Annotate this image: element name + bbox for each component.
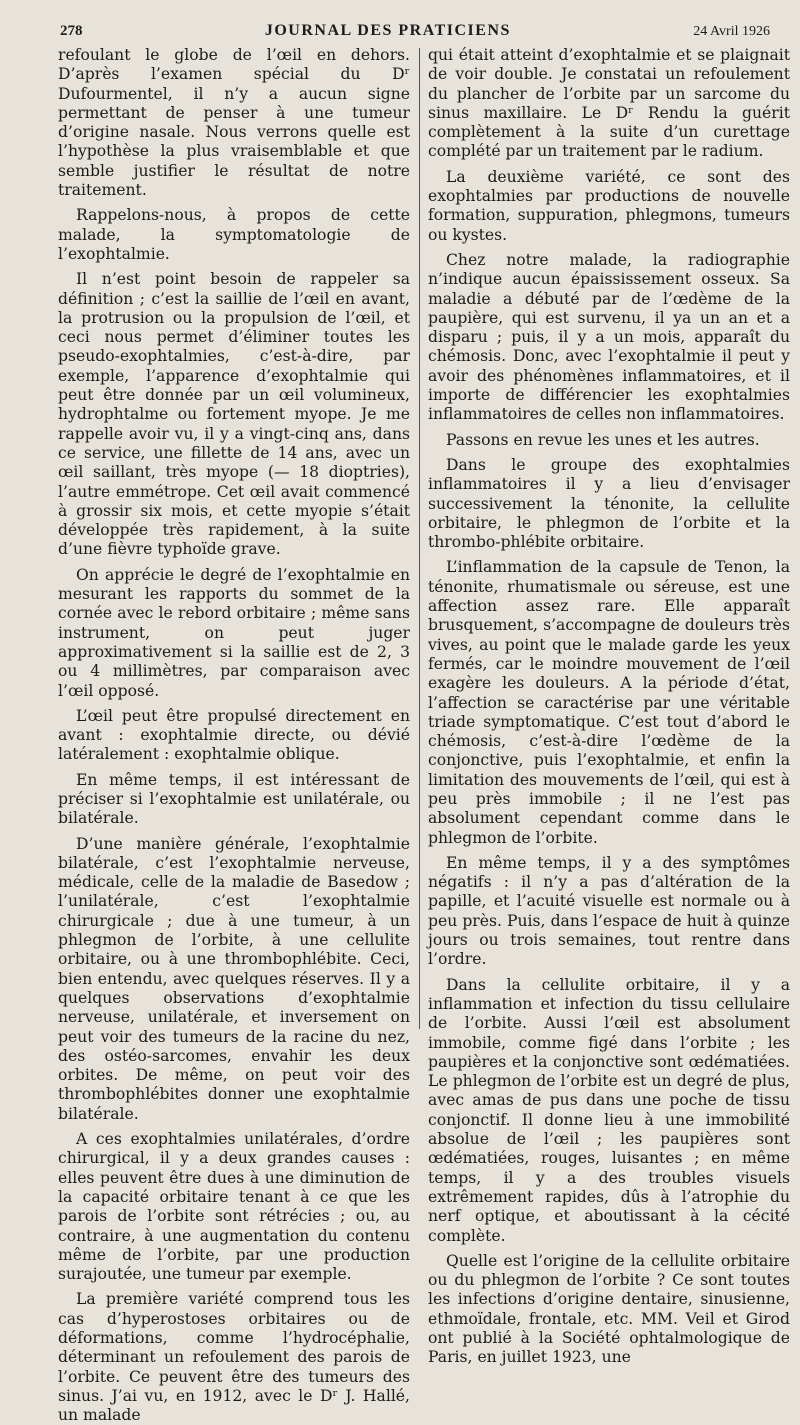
paragraph: Dans le groupe des exophtalmies inflammatoires il y a lieu d’envisager successivement la ténonite, la cellulite orbitaire, le phlegmon de l’orbite et la thrombo-phlébite orbitaire. — [428, 455, 790, 552]
paragraph: A ces exophtalmies unilatérales, d’ordre chirurgical, il y a deux grandes causes : elles peuvent être dues à une diminution de la capacité orbitaire tenant à ce que les parois de l’orbite sont rétrécies ; ou, au contraire, à une augmentation du contenu même de l’orbite, par une production surajoutée, une tumeur par exemple. — [58, 1130, 410, 1284]
paragraph: L’œil peut être propulsé directement en avant : exophtalmie directe, ou dévié latéralement : exophtalmie oblique. — [58, 706, 410, 764]
page-number: 278 — [60, 23, 83, 39]
journal-title: JOURNAL DES PRATICIENS — [264, 22, 511, 39]
paragraph: La deuxième variété, ce sont des exophtalmies par productions de nouvelle formation, suppuration, phlegmons, tumeurs ou kystes. — [428, 167, 790, 244]
left-column — [58, 46, 410, 1425]
column-divider — [419, 48, 420, 1029]
paragraph: Rappelons-nous, à propos de cette malade, la symptomatologie de l’exophtalmie. — [58, 206, 410, 263]
paragraph: Passons en revue les unes et les autres. — [446, 430, 760, 449]
issue-date: 24 Avril 1926 — [693, 24, 770, 39]
paragraph: Quelle est l’origine de la cellulite orbitaire ou du phlegmon de l’orbite ? Ce sont toutes les infections d’origine dentaire, sinusienne, ethmoïdale, frontale, etc. MM. Veil et Girod ont publié à la Société ophtalmologique de Paris, en juillet 1923, une — [428, 1251, 790, 1367]
paragraph: Dans la cellulite orbitaire, il y a inflammation et infection du tissu cellulaire de l’orbite. Aussi l’œil est absolument immobile, comme figé dans l’orbite ; les paupières et la conjonctive sont œdématiées. Le phlegmon de l’orbite est un degré de plus, avec amas de pus dans une poche de tissu conjonctif. Il donne lieu à une immobilité absolue de l’œil ; les paupières sont œdématiées, rouges, luisantes ; en même temps, il y a des troubles visuels extrêmement rapides, dûs à l’atrophie du nerf optique, et aboutissant à la cécité complète. — [428, 975, 790, 1245]
right-column — [428, 46, 790, 1367]
paragraph: Il n’est point besoin de rappeler sa définition ; c’est la saillie de l’œil en avant, la protrusion ou la propulsion de l’œil, et ceci nous permet d’éliminer toutes les pseudo-exophtalmies, c’est-à-dire, par exemple, l’apparence d’exophtalmie qui peut être donnée par un œil volumineux, hydrophtalme ou fortement myope. Je me rappelle avoir vu, il y a vingt-cinq ans, dans ce service, une fillette de 14 ans, avec un œil saillant, très myope (— 18 dioptries), l’autre emmétrope. Cet œil avait commencé à grossir six mois, et cette myopie s’était développée très rapidement, à la suite d’une fièvre typhoïde grave. — [58, 270, 410, 559]
paragraph: La première variété comprend tous les cas d’hyperostoses orbitaires ou de déformations, comme l’hydrocéphalie, déterminant un refoulement des parois de l’orbite. Ce peuvent être des tumeurs des sinus. J’ai vu, en 1912, avec le Dʳ J. Hallé, un malade — [58, 1290, 410, 1425]
paragraph: qui était atteint d’exophtalmie et se plaignait de voir double. Je constatai un refoulement du plancher de l’orbite par un sarcome du sinus maxillaire. Le Dʳ Rendu la guérit complètement à la suite d’un curettage complété par un traitement par le radium. — [428, 46, 790, 161]
paragraph: D’une manière générale, l’exophtalmie bilatérale, c’est l’exophtalmie nerveuse, médicale, celle de la maladie de Basedow ; l’unilatérale, c’est l’exophtalmie chirurgicale ; due à une tumeur, à un phlegmon de l’orbite, à une cellulite orbitaire, ou à une thrombophlébite. Ceci, bien entendu, avec quelques réserves. Il y a quelques observations d’exophtalmie nerveuse, unilatérale, et inversement on peut voir des tumeurs de la racine du nez, des ostéo-sarcomes, envahir les deux orbites. De même, on peut voir des thrombophlébites donner une exophtalmie bilatérale. — [58, 834, 410, 1123]
page-header — [60, 14, 770, 40]
paragraph: refoulant le globe de l’œil en dehors. D’après l’examen spécial du Dʳ Dufourmentel, il n’y a aucun signe permettant de penser à une tumeur d’origine nasale. Nous verrons quelle est l’hypothèse la plus vraisemblable et que semble justifier le résultat de notre traitement. — [58, 46, 410, 200]
paragraph: En même temps, il est intéressant de préciser si l’exophtalmie est unilatérale, ou bilatérale. — [58, 770, 410, 828]
paragraph: L’inflammation de la capsule de Tenon, la ténonite, rhumatismale ou séreuse, est une affection assez rare. Elle apparaît brusquement, s’accompagne de douleurs très vives, au point que le malade garde les yeux fermés, car le moindre mouvement de l’œil exagère les douleurs. A la période d’état, l’affection se caractérise par une véritable triade symptomatique. C’est tout d’abord le chémosis, c’est-à-dire l’œdème de la conjonctive, puis l’exophtalmie, et enfin la limitation des mouvements de l’œil, qui est à peu près immobile ; il ne l’est pas absolument cependant comme dans le phlegmon de l’orbite. — [428, 558, 790, 847]
paragraph: En même temps, il y a des symptômes négatifs : il n’y a pas d’altération de la papille, et l’acuité visuelle est normale ou à peu près. Puis, dans l’espace de huit à quinze jours ou trois semaines, tout rentre dans l’ordre. — [428, 853, 790, 969]
paragraph: Chez notre malade, la radiographie n’indique aucun épaississement osseux. Sa maladie a débuté par de l’œdème de la paupière, qui est survenu, il ya un an et a disparu ; puis, il y a un mois, apparaît du chémosis. Donc, avec l’exophtalmie il peut y avoir des phénomènes inflammatoires, et il importe de différencier les exophtalmies inflammatoires de celles non inflammatoires. — [428, 250, 790, 424]
paragraph: On apprécie le degré de l’exophtalmie en mesurant les rapports du sommet de la cornée avec le rebord orbitaire ; même sans instrument, on peut juger approximativement si la saillie est de 2, 3 ou 4 millimètres, par comparaison avec l’œil opposé. — [58, 565, 410, 700]
